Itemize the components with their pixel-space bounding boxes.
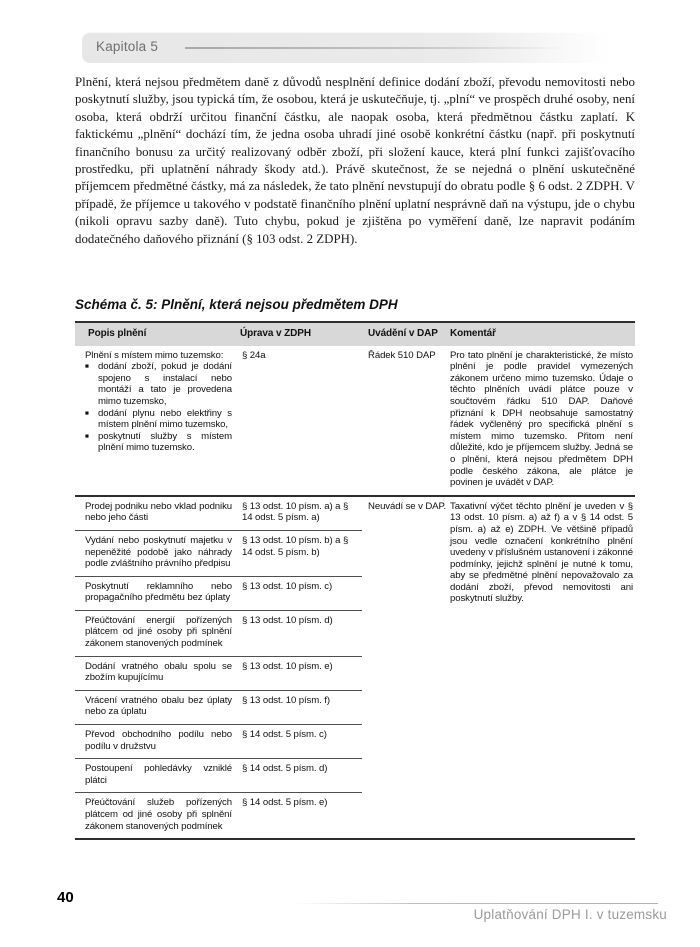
chapter-header xyxy=(82,32,627,63)
cell-uvadeni: Řádek 510 DAP xyxy=(368,349,436,361)
cell-uprava-row-4: § 13 odst. 10 písm. d) xyxy=(240,610,362,656)
cell-uprava-row-3: § 13 odst. 10 písm. c) xyxy=(240,576,362,610)
bullet-text: poskytnutí služby s místem plnění mimo tuzemsko. xyxy=(98,430,232,454)
cell-uvadeni-shared: Neuvádí se v DAP. xyxy=(368,500,447,512)
bullet-item xyxy=(85,361,232,407)
chapter-label: Kapitola 5 xyxy=(96,39,159,54)
cell-uprava-row-1: § 13 odst. 10 písm. a) a § 14 odst. 5 písm. a) xyxy=(242,500,349,524)
cell-popis-row-5: Dodání vratného obalu spolu se zbožím kupujícímu xyxy=(75,656,240,690)
bullet-item xyxy=(85,431,232,454)
bullet-text: dodání plynu nebo elektřiny s místem plnění mimo tuzemsko, xyxy=(98,407,232,431)
bullet-item xyxy=(85,408,232,431)
cell-komentar: Pro tato plnění je charakteristické, že místo plnění je podle pravidel vymezených zákonem určeno mimo tuzemsko. Údaje o těchto plněních uvádí plátce pouze v součtovém řádku 510 DAP. Daňové přiznání k DPH neobsahuje samostatný řádek vyčleněný pro specifická plnění s místem mimo tuzemsko. Přitom není důležité, kdo je příjemcem služby. Jedná se o plnění, která nejsou předmětem DPH podle českého zákona, ale plátce je povinen je uvádět v DAP. xyxy=(450,349,633,489)
footer-title: Uplatňování DPH I. v tuzemsku xyxy=(473,907,667,922)
column-header-komentar: Komentář xyxy=(450,328,496,339)
cell-uprava: § 24a xyxy=(242,349,266,361)
table-header-row xyxy=(75,321,635,346)
cell-komentar-shared: Taxativní výčet těchto plnění je uveden v § 13 odst. 10 písm. a) až f) a v § 14 odst. 5 písm. a) až e) ZDPH. Ve většině případů jsou vedle označení konkrétního plnění uvedeny v příslušném ustanovení i zákonné podmínky, jejichž splnění je nutné k tomu, aby se předmětné plnění nepovažovalo za dodání zboží, převod nemovitosti ani poskytnutí služby. xyxy=(450,500,633,605)
cell-popis-row-1: Prodej podniku nebo vklad podniku nebo jeho části xyxy=(85,500,232,524)
cell-uprava-row-6: § 13 odst. 10 písm. f) xyxy=(240,690,362,724)
bullet-square-icon: ■ xyxy=(85,363,89,371)
cell-uprava-row-2: § 13 odst. 10 písm. b) a § 14 odst. 5 písm. b) xyxy=(240,530,362,576)
column-header-uvadeni-v-dap: Uvádění v DAP xyxy=(368,328,438,339)
cell-uprava-row-9: § 14 odst. 5 písm. e) xyxy=(240,792,362,838)
popis-intro-text: Plnění s místem mimo tuzemsko: xyxy=(85,349,224,361)
cell-popis-row-6: Vrácení vratného obalu bez úplaty nebo za úplatu xyxy=(75,690,240,724)
schema-title: Schéma č. 5: Plnění, která nejsou předmětem DPH xyxy=(75,297,398,312)
column-header-uprava-v-zdph: Úprava v ZDPH xyxy=(240,328,311,339)
schema-table xyxy=(75,321,635,840)
bullet-square-icon: ■ xyxy=(85,432,89,440)
cell-popis xyxy=(75,346,240,495)
table-row-plneni-mimo-tuzemsko xyxy=(75,346,635,497)
cell-popis-row-7: Převod obchodního podílu nebo podílu v družstvu xyxy=(75,724,240,758)
cell-popis-row-3: Poskytnutí reklamního nebo propagačního předmětu bez úplaty xyxy=(75,576,240,610)
bullet-square-icon: ■ xyxy=(85,409,89,417)
page-number: 40 xyxy=(57,889,74,906)
cell-popis-row-2: Vydání nebo poskytnutí majetku v nepeněžité podobě jako náhrady podle zvláštního právního předpisu xyxy=(75,530,240,576)
cell-uprava-row-8: § 14 odst. 5 písm. d) xyxy=(240,758,362,792)
column-header-popis-plneni: Popis plnění xyxy=(88,328,147,339)
footer-divider-line xyxy=(295,903,658,904)
cell-uprava-row-5: § 13 odst. 10 písm. e) xyxy=(240,656,362,690)
cell-popis-row-4: Přeúčtování energií pořízených plátcem od jiné osoby při splnění zákonem stanovených podmínek xyxy=(75,610,240,656)
table-section-2 xyxy=(75,497,635,838)
chapter-divider-line xyxy=(185,47,585,49)
cell-uprava-row-7: § 14 odst. 5 písm. c) xyxy=(240,724,362,758)
cell-popis-row-9: Přeúčtování služeb pořízených plátcem od jiné osoby při splnění zákonem stanovených podmínek xyxy=(75,792,240,838)
bullet-text: dodání zboží, pokud je dodání spojeno s instalací nebo montáží a tato je provedena mimo tuzemsko, xyxy=(98,361,232,407)
intro-paragraph: Plnění, která nejsou předmětem daně z důvodů nesplnění definice dodání zboží, převodu nemovitosti nebo poskytnutí služby, jsou typická tím, že osobou, která je uskutečňuje, tj. „plní“ ve prospěch druhé osoby, není osoba, která obdrží určitou finanční částku, ale naopak osoba, která předmětnou částku zaplatí. K faktickému „plnění“ dochází tím, že jedna osoba uhradí jiné osobě konkrétní částku (např. při poskytnutí finančního bonusu za určitý realizovaný odběr zboží, při složení kauce, která plní funkci zajišťovacího prostředku, při uplatnění náhrady škody atd.). Právě skutečnost, že se nejedná o plnění uskutečněné příjemcem předmětné částky, má za následek, že tato plnění nevstupují do obratu podle § 6 odst. 2 ZDPH. V případě, že příjemce u takového v podstatě finančního plnění uplatní nesprávně daň na výstupu, jde o chybu (nikoli opravu sazby daně). Tuto chybu, pokud je zjištěna po vyměření daně, lze napravit podáním dodatečného daňového přiznání (§ 103 odst. 2 ZDPH). xyxy=(75,75,635,246)
cell-popis-row-8: Postoupení pohledávky vzniklé plátci xyxy=(75,758,240,792)
